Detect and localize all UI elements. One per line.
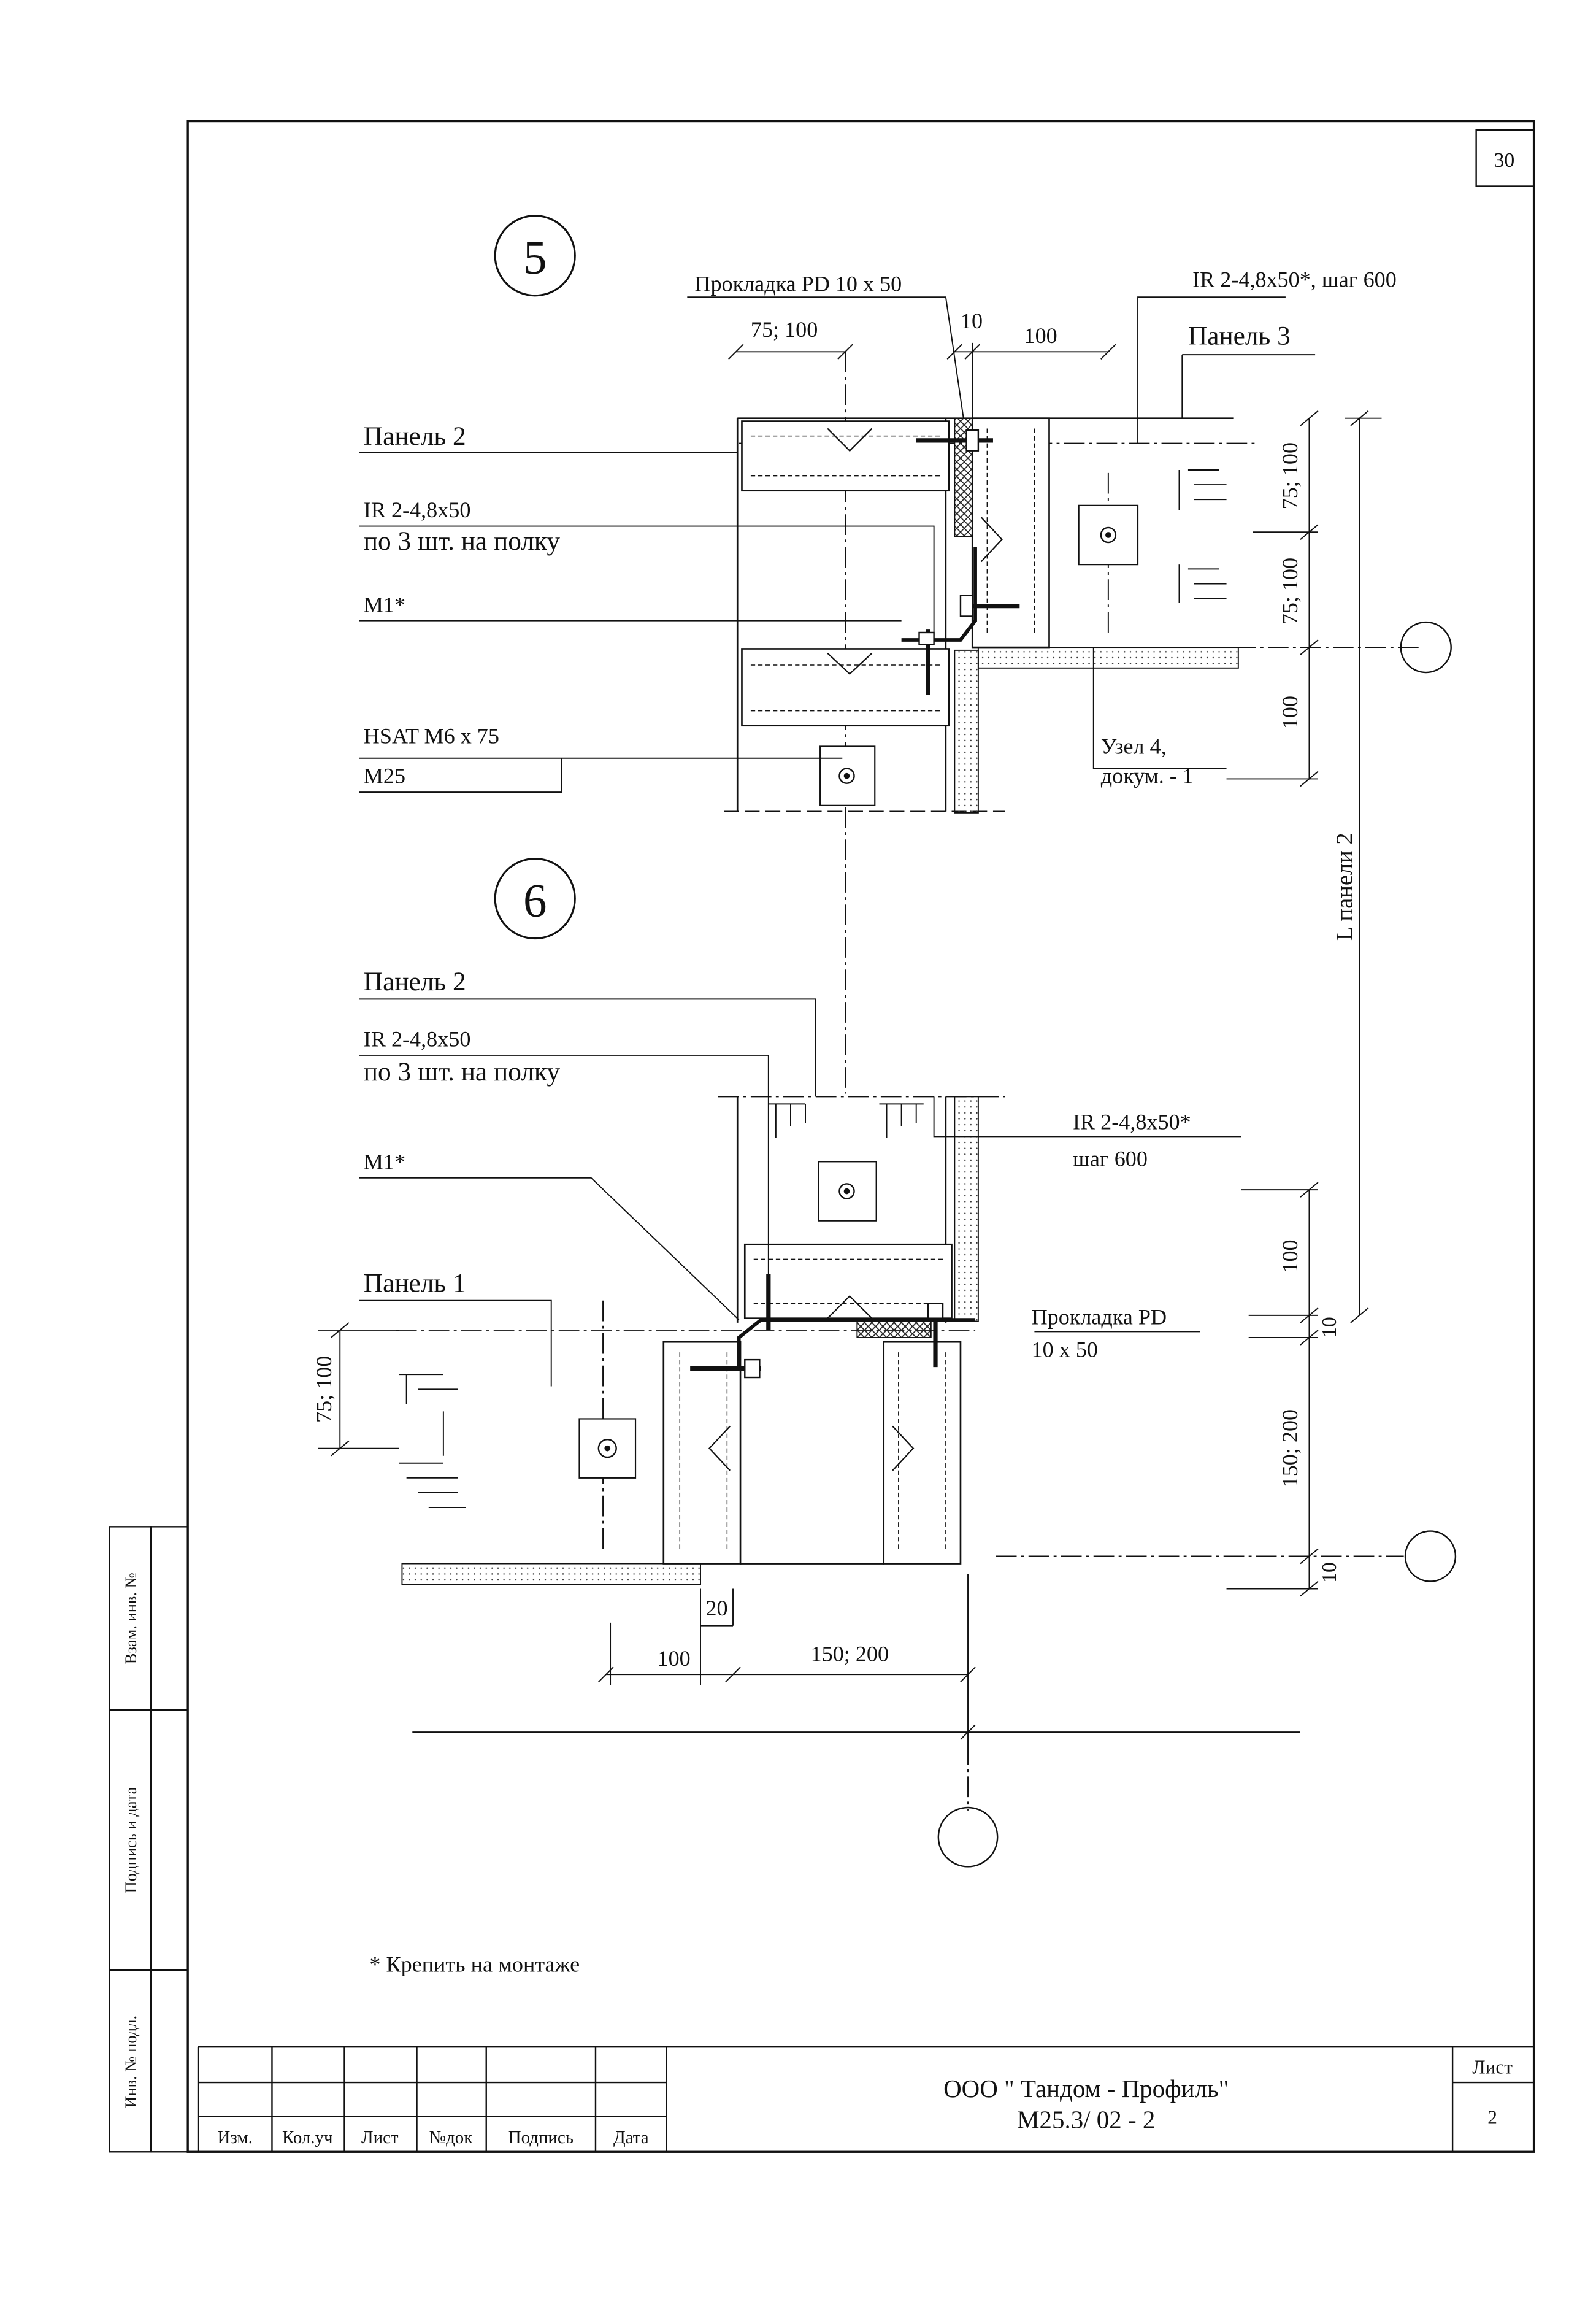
detail-6-dim-right-10a: 10 [1318, 1317, 1341, 1338]
mounting-note: * Крепить на монтаже [369, 1952, 580, 1977]
detail-6-dim-bottom-100: 100 [657, 1646, 691, 1671]
detail-5-anchor-label: HSAT M6 x 75 [363, 723, 499, 749]
title-block [198, 2047, 1534, 2152]
side-stamp-inv: Инв. № подл. [121, 2015, 140, 2108]
detail-6-panel-top-label: Панель 2 [363, 966, 466, 996]
title-sheet-label: Лист [1472, 2056, 1513, 2078]
detail-6-dim-right-100: 100 [1278, 1239, 1303, 1273]
detail-5-panel-left-label: Панель 2 [363, 422, 466, 452]
detail-5-screw-label: IR 2-4,8x50 [363, 498, 471, 523]
detail-6-dim-right-10b: 10 [1318, 1562, 1341, 1583]
side-stamp-podpis: Подпись и дата [121, 1787, 140, 1893]
detail-6-mark: 6 [523, 874, 547, 927]
detail-6 [312, 859, 1456, 1867]
detail-5-dim-top-left: 75; 100 [750, 317, 818, 342]
detail-5-gasket-label: Прокладка PD 10 x 50 [694, 271, 902, 296]
detail-5-node-ref-2: докум. - 1 [1100, 763, 1194, 788]
title-col-koluch: Кол.уч [282, 2127, 333, 2147]
title-col-list: Лист [361, 2127, 399, 2147]
detail-5 [359, 216, 1451, 1323]
title-company: ООО " Тандом - Профиль" [943, 2075, 1229, 2103]
detail-6-m1-label: M1* [363, 1149, 406, 1174]
detail-5-screw-qty-label: по 3 шт. на полку [363, 526, 561, 556]
title-col-podpis: Подпись [508, 2127, 574, 2147]
title-sheet-value: 2 [1487, 2106, 1497, 2128]
detail-6-dim-bottom-150: 150; 200 [810, 1641, 889, 1666]
panel-length-label: L панели 2 [1332, 833, 1358, 941]
detail-5-node-ref-1: Узел 4, [1100, 734, 1167, 759]
detail-6-panel-left-label: Панель 1 [363, 1268, 466, 1298]
title-col-data: Дата [613, 2127, 649, 2147]
axis-marker-2 [1405, 1531, 1456, 1582]
detail-5-dim-right-2: 75; 100 [1278, 557, 1303, 625]
detail-6-screw-step-1: IR 2-4,8x50* [1073, 1109, 1191, 1134]
detail-6-screw-label: IR 2-4,8x50 [363, 1026, 471, 1052]
detail-6-gasket-2: 10 x 50 [1031, 1337, 1098, 1362]
detail-5-dim-right-1: 75; 100 [1278, 442, 1303, 510]
detail-6-dim-bottom-20: 20 [705, 1595, 728, 1620]
detail-5-panel-right-label: Панель 3 [1187, 321, 1291, 351]
detail-6-dim-left: 75; 100 [311, 1355, 336, 1423]
detail-5-dim-right-3: 100 [1278, 695, 1303, 730]
detail-6-screw-step-2: шаг 600 [1073, 1146, 1148, 1171]
axis-marker-3 [938, 1808, 997, 1866]
detail-5-m1-label: M1* [363, 592, 406, 617]
detail-6-dim-right-150: 150; 200 [1278, 1409, 1303, 1488]
detail-5-m25-label: M25 [363, 763, 406, 788]
title-col-ndok: №док [429, 2127, 473, 2147]
sheet-number: 30 [1494, 149, 1515, 172]
title-col-izm: Изм. [217, 2127, 253, 2147]
detail-6-screw-qty-label: по 3 шт. на полку [363, 1057, 561, 1087]
side-stamp-vzam: Взам. инв. № [121, 1573, 140, 1665]
detail-5-dim-top-10: 10 [960, 308, 983, 333]
title-code: М25.3/ 02 - 2 [1017, 2106, 1156, 2134]
detail-5-screw-step-label: IR 2-4,8x50*, шаг 600 [1192, 267, 1397, 292]
detail-6-gasket-1: Прокладка PD [1031, 1304, 1167, 1330]
detail-5-mark: 5 [523, 231, 547, 284]
detail-5-dim-top-100: 100 [1024, 323, 1057, 348]
